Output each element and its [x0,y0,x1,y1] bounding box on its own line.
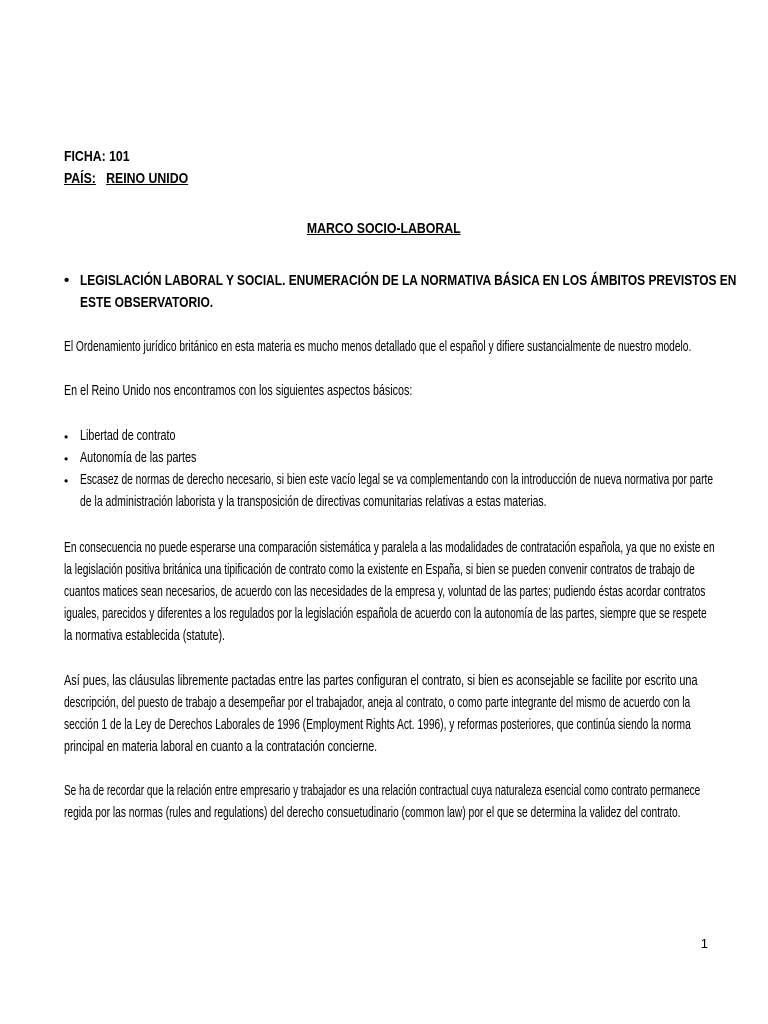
paragraph-2: En el Reino Unido nos encontramos con los siguientes aspectos básicos: [64,383,413,399]
paragraph-3-line: En consecuencia no puede esperarse una comparación sistemática y paralela a las modalidades de contratación española, ya que no existe en [64,540,715,556]
page-number: 1 [700,936,708,951]
paragraph-5-line: Se ha de recordar que la relación entre empresario y trabajador es una relación contractual cuya naturaleza esencial como contrato permanece [64,783,701,799]
paragraph-4-line: descripción, del puesto de trabajo a desempeñar por el trabajador, aneja al contrato, o como parte integrante del mismo de acuerdo con la [64,695,691,711]
list-item: Autonomía de las partes [80,450,197,466]
paragraph-3-line: cuantos matices sean necesarios, de acuerdo con las necesidades de la empresa y, voluntad de las partes; pudiendo éstas acordar contratos [64,584,706,600]
list-item: Libertad de contrato [80,428,176,444]
subheading-line-1: LEGISLACIÓN LABORAL Y SOCIAL. ENUMERACIÓN DE LA NORMATIVA BÁSICA EN LOS ÁMBITOS PREVISTOS EN [80,272,737,289]
list-bullet: • [64,452,69,466]
subheading-line-2: ESTE OBSERVATORIO. [80,294,214,311]
paragraph-4-line: principal en materia laboral en cuanto a la contratación concierne. [64,739,378,755]
country-label: PAÍS: [64,170,96,187]
list-bullet: • [64,430,69,444]
list-item: Escasez de normas de derecho necesario, si bien este vacío legal se va complementando con la introducción de nueva normativa por parte [80,472,714,488]
list-item-continuation: de la administración laborista y la transposición de directivas comunitarias relativas a estas materias. [80,494,547,510]
country-header [64,170,215,188]
paragraph-5-line: regida por las normas (rules and regulations) del derecho consuetudinario (common law) por el que se determina la validez del contrato. [64,805,681,821]
paragraph-4-line: Así pues, las cláusulas libremente pactadas entre las partes configuran el contrato, si bien es aconsejable se facilite por escrito una [64,673,698,689]
list-bullet: • [64,474,69,488]
paragraph-1: El Ordenamiento jurídico británico en esta materia es mucho menos detallado que el español y difiere sustancialmente de nuestro modelo. [64,339,692,355]
paragraph-3-line: iguales, parecidos y diferentes a los regulados por la legislación española de acuerdo con la autonomía de las partes, siempre que se respete [64,606,707,622]
subheading-bullet: • [64,272,70,289]
paragraph-4-line: sección 1 de la Ley de Derechos Laborales de 1996 (Employment Rights Act. 1996), y reformas posteriores, que continúa siendo la norma [64,717,691,733]
country-value: REINO UNIDO [106,170,189,187]
paragraph-3-line: la legislación positiva británica una tipificación de contrato como la existente en España, si bien se pueden convenir contratos de trabajo de [64,562,695,578]
ficha-header [64,148,144,166]
ficha-text: FICHA: 101 [64,148,130,165]
paragraph-3-line: la normativa establecida (statute). [64,628,226,644]
section-title: MARCO SOCIO-LABORAL [307,220,461,237]
